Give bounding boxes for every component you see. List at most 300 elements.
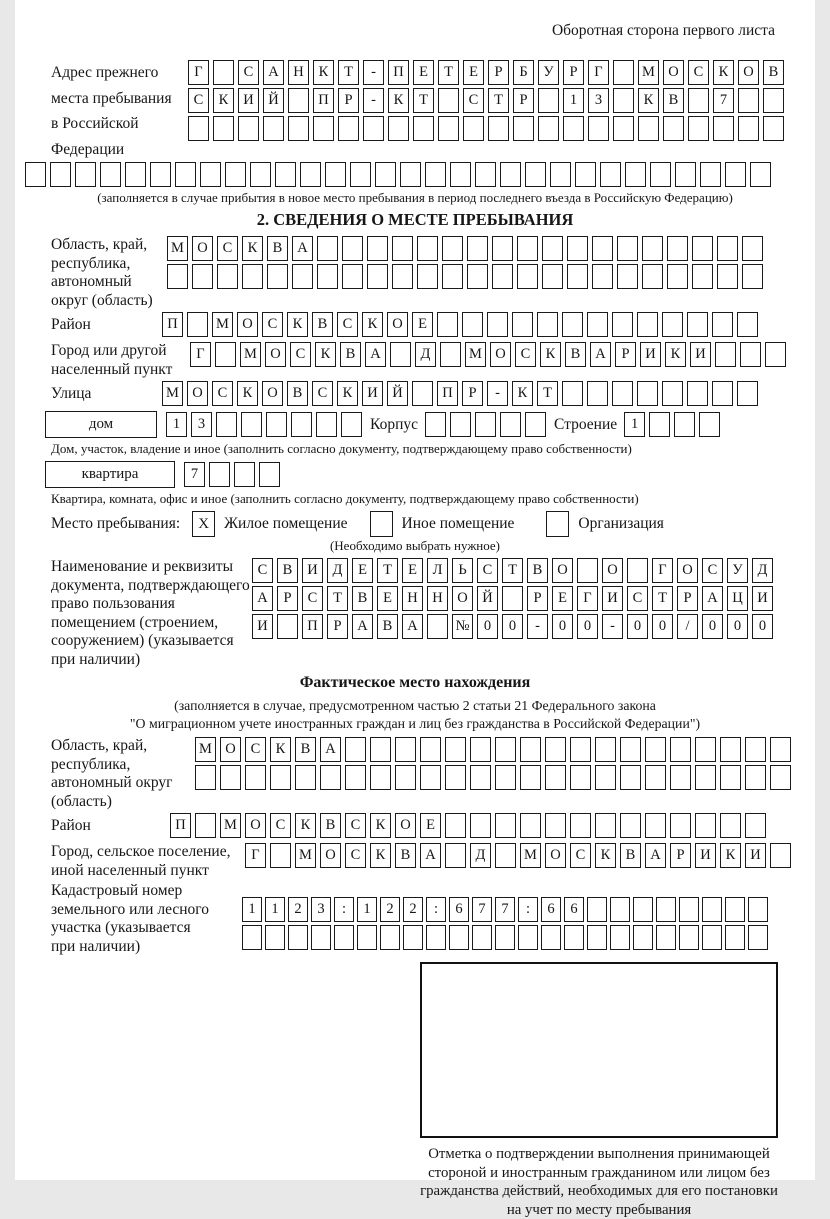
char-cell[interactable]: Т	[377, 558, 398, 583]
char-cell[interactable]	[316, 412, 337, 437]
char-cell[interactable]: А	[320, 737, 341, 762]
char-cell[interactable]: Т	[413, 88, 434, 113]
char-cell[interactable]	[770, 737, 791, 762]
char-cell[interactable]	[426, 925, 446, 950]
char-cell[interactable]	[633, 925, 653, 950]
char-cell[interactable]: К	[638, 88, 659, 113]
char-cell[interactable]: 7	[472, 897, 492, 922]
char-cell[interactable]	[334, 925, 354, 950]
char-cell[interactable]	[545, 765, 566, 790]
char-cell[interactable]	[125, 162, 146, 187]
char-cell[interactable]: С	[337, 312, 358, 337]
char-cell[interactable]	[266, 412, 287, 437]
char-cell[interactable]: С	[312, 381, 333, 406]
char-cell[interactable]	[720, 765, 741, 790]
char-cell[interactable]: В	[565, 342, 586, 367]
char-cell[interactable]	[213, 116, 234, 141]
char-cell[interactable]: О	[265, 342, 286, 367]
char-cell[interactable]	[520, 765, 541, 790]
char-cell[interactable]	[277, 614, 298, 639]
char-cell[interactable]: Е	[352, 558, 373, 583]
char-cell[interactable]	[670, 765, 691, 790]
char-cell[interactable]: 6	[541, 897, 561, 922]
char-cell[interactable]	[215, 342, 236, 367]
char-cell[interactable]	[425, 162, 446, 187]
char-cell[interactable]	[702, 925, 722, 950]
char-cell[interactable]: 0	[652, 614, 673, 639]
char-cell[interactable]	[467, 264, 488, 289]
char-cell[interactable]	[517, 236, 538, 261]
char-cell[interactable]	[492, 264, 513, 289]
char-cell[interactable]: О	[602, 558, 623, 583]
char-cell[interactable]: П	[437, 381, 458, 406]
char-cell[interactable]	[462, 312, 483, 337]
char-cell[interactable]: С	[570, 843, 591, 868]
char-cell[interactable]	[700, 162, 721, 187]
char-cell[interactable]: А	[420, 843, 441, 868]
char-cell[interactable]	[748, 925, 768, 950]
char-cell[interactable]	[656, 897, 676, 922]
char-cell[interactable]: Е	[420, 813, 441, 838]
char-cell[interactable]	[612, 381, 633, 406]
char-cell[interactable]: С	[290, 342, 311, 367]
char-cell[interactable]: К	[665, 342, 686, 367]
char-cell[interactable]	[725, 925, 745, 950]
char-cell[interactable]	[350, 162, 371, 187]
char-cell[interactable]	[577, 558, 598, 583]
char-cell[interactable]: О	[245, 813, 266, 838]
char-cell[interactable]: Й	[263, 88, 284, 113]
char-cell[interactable]	[300, 162, 321, 187]
char-cell[interactable]	[520, 737, 541, 762]
char-cell[interactable]	[395, 737, 416, 762]
char-cell[interactable]	[470, 813, 491, 838]
char-cell[interactable]	[679, 925, 699, 950]
char-cell[interactable]	[692, 264, 713, 289]
char-cell[interactable]: -	[363, 60, 384, 85]
char-cell[interactable]	[765, 342, 786, 367]
char-cell[interactable]	[617, 236, 638, 261]
char-cell[interactable]	[425, 412, 446, 437]
char-cell[interactable]	[645, 737, 666, 762]
char-cell[interactable]	[613, 88, 634, 113]
char-cell[interactable]	[720, 737, 741, 762]
char-cell[interactable]: Д	[470, 843, 491, 868]
char-cell[interactable]	[440, 342, 461, 367]
char-cell[interactable]	[617, 264, 638, 289]
char-cell[interactable]: С	[627, 586, 648, 611]
char-cell[interactable]	[770, 765, 791, 790]
char-cell[interactable]	[645, 765, 666, 790]
char-cell[interactable]	[495, 843, 516, 868]
char-cell[interactable]	[220, 765, 241, 790]
char-cell[interactable]	[720, 813, 741, 838]
char-cell[interactable]	[663, 116, 684, 141]
char-cell[interactable]: -	[363, 88, 384, 113]
char-cell[interactable]	[392, 264, 413, 289]
char-cell[interactable]	[613, 60, 634, 85]
char-cell[interactable]	[392, 236, 413, 261]
char-cell[interactable]: Н	[402, 586, 423, 611]
char-cell[interactable]: Г	[190, 342, 211, 367]
char-cell[interactable]	[695, 813, 716, 838]
char-cell[interactable]	[570, 737, 591, 762]
char-cell[interactable]: А	[352, 614, 373, 639]
char-cell[interactable]	[380, 925, 400, 950]
char-cell[interactable]	[341, 412, 362, 437]
char-cell[interactable]	[587, 897, 607, 922]
char-cell[interactable]: К	[720, 843, 741, 868]
char-cell[interactable]: С	[463, 88, 484, 113]
char-cell[interactable]: К	[295, 813, 316, 838]
char-cell[interactable]	[745, 765, 766, 790]
char-cell[interactable]: 3	[191, 412, 212, 437]
char-cell[interactable]	[75, 162, 96, 187]
char-cell[interactable]: Р	[462, 381, 483, 406]
char-cell[interactable]	[512, 312, 533, 337]
char-cell[interactable]	[367, 264, 388, 289]
char-cell[interactable]: С	[515, 342, 536, 367]
char-cell[interactable]	[225, 162, 246, 187]
char-cell[interactable]	[518, 925, 538, 950]
char-cell[interactable]	[311, 925, 331, 950]
char-cell[interactable]	[370, 765, 391, 790]
char-cell[interactable]: И	[690, 342, 711, 367]
char-cell[interactable]: К	[370, 813, 391, 838]
char-cell[interactable]: 0	[702, 614, 723, 639]
char-cell[interactable]	[645, 813, 666, 838]
char-cell[interactable]	[292, 264, 313, 289]
char-cell[interactable]: И	[752, 586, 773, 611]
char-cell[interactable]: О	[187, 381, 208, 406]
char-cell[interactable]	[715, 342, 736, 367]
char-cell[interactable]	[195, 813, 216, 838]
char-cell[interactable]	[291, 412, 312, 437]
char-cell[interactable]: И	[695, 843, 716, 868]
char-cell[interactable]	[250, 162, 271, 187]
char-cell[interactable]	[538, 88, 559, 113]
char-cell[interactable]: №	[452, 614, 473, 639]
char-cell[interactable]	[567, 264, 588, 289]
char-cell[interactable]: И	[640, 342, 661, 367]
char-cell[interactable]: -	[487, 381, 508, 406]
char-cell[interactable]: К	[713, 60, 734, 85]
char-cell[interactable]	[695, 737, 716, 762]
char-cell[interactable]: Р	[277, 586, 298, 611]
char-cell[interactable]	[688, 88, 709, 113]
char-cell[interactable]	[420, 765, 441, 790]
char-cell[interactable]	[737, 312, 758, 337]
char-cell[interactable]	[642, 236, 663, 261]
char-cell[interactable]: С	[212, 381, 233, 406]
char-cell[interactable]	[717, 236, 738, 261]
char-cell[interactable]	[242, 925, 262, 950]
char-cell[interactable]	[403, 925, 423, 950]
char-cell[interactable]	[438, 116, 459, 141]
char-cell[interactable]	[570, 765, 591, 790]
char-cell[interactable]	[620, 737, 641, 762]
char-cell[interactable]: В	[295, 737, 316, 762]
char-cell[interactable]: Л	[427, 558, 448, 583]
char-cell[interactable]	[342, 264, 363, 289]
char-cell[interactable]	[667, 264, 688, 289]
char-cell[interactable]	[713, 116, 734, 141]
char-cell[interactable]	[642, 264, 663, 289]
char-cell[interactable]: Ц	[727, 586, 748, 611]
char-cell[interactable]: -	[602, 614, 623, 639]
char-cell[interactable]	[538, 116, 559, 141]
char-cell[interactable]: И	[745, 843, 766, 868]
char-cell[interactable]: К	[362, 312, 383, 337]
char-cell[interactable]	[637, 381, 658, 406]
char-cell[interactable]	[200, 162, 221, 187]
char-cell[interactable]: 2	[403, 897, 423, 922]
char-cell[interactable]: /	[677, 614, 698, 639]
char-cell[interactable]	[445, 813, 466, 838]
char-cell[interactable]: 6	[564, 897, 584, 922]
char-cell[interactable]: Т	[327, 586, 348, 611]
char-cell[interactable]: М	[638, 60, 659, 85]
char-cell[interactable]	[263, 116, 284, 141]
char-cell[interactable]: К	[242, 236, 263, 261]
char-cell[interactable]: И	[252, 614, 273, 639]
char-cell[interactable]: О	[192, 236, 213, 261]
char-cell[interactable]	[25, 162, 46, 187]
char-cell[interactable]: С	[688, 60, 709, 85]
char-cell[interactable]	[288, 925, 308, 950]
char-cell[interactable]: И	[362, 381, 383, 406]
char-cell[interactable]: О	[387, 312, 408, 337]
char-cell[interactable]	[502, 586, 523, 611]
char-cell[interactable]: Е	[413, 60, 434, 85]
char-cell[interactable]	[325, 162, 346, 187]
char-cell[interactable]	[187, 312, 208, 337]
char-cell[interactable]: П	[313, 88, 334, 113]
char-cell[interactable]: Р	[488, 60, 509, 85]
char-cell[interactable]	[437, 312, 458, 337]
char-cell[interactable]: К	[315, 342, 336, 367]
char-cell[interactable]	[745, 813, 766, 838]
char-cell[interactable]: Т	[488, 88, 509, 113]
char-cell[interactable]	[695, 765, 716, 790]
char-cell[interactable]	[738, 116, 759, 141]
char-cell[interactable]	[537, 312, 558, 337]
char-cell[interactable]	[495, 765, 516, 790]
char-cell[interactable]: Г	[652, 558, 673, 583]
char-cell[interactable]	[288, 88, 309, 113]
char-cell[interactable]	[242, 264, 263, 289]
char-cell[interactable]	[175, 162, 196, 187]
char-cell[interactable]: О	[552, 558, 573, 583]
char-cell[interactable]: -	[527, 614, 548, 639]
char-cell[interactable]	[610, 925, 630, 950]
char-cell[interactable]	[592, 264, 613, 289]
char-cell[interactable]: 2	[380, 897, 400, 922]
char-cell[interactable]: В	[320, 813, 341, 838]
char-cell[interactable]	[750, 162, 771, 187]
char-cell[interactable]	[488, 116, 509, 141]
char-cell[interactable]	[217, 264, 238, 289]
char-cell[interactable]	[317, 236, 338, 261]
char-cell[interactable]	[487, 312, 508, 337]
checkbox-organization[interactable]	[546, 511, 569, 537]
char-cell[interactable]: В	[527, 558, 548, 583]
char-cell[interactable]	[342, 236, 363, 261]
char-cell[interactable]: К	[540, 342, 561, 367]
char-cell[interactable]: К	[370, 843, 391, 868]
char-cell[interactable]: У	[538, 60, 559, 85]
char-cell[interactable]: В	[287, 381, 308, 406]
char-cell[interactable]: С	[252, 558, 273, 583]
char-cell[interactable]	[238, 116, 259, 141]
char-cell[interactable]	[413, 116, 434, 141]
char-cell[interactable]: М	[465, 342, 486, 367]
char-cell[interactable]	[167, 264, 188, 289]
char-cell[interactable]	[613, 116, 634, 141]
char-cell[interactable]	[562, 381, 583, 406]
char-cell[interactable]: 0	[577, 614, 598, 639]
char-cell[interactable]	[674, 412, 695, 437]
char-cell[interactable]	[745, 737, 766, 762]
char-cell[interactable]	[150, 162, 171, 187]
char-cell[interactable]	[627, 558, 648, 583]
char-cell[interactable]	[595, 737, 616, 762]
char-cell[interactable]	[495, 925, 515, 950]
char-cell[interactable]: Е	[412, 312, 433, 337]
char-cell[interactable]	[259, 462, 280, 487]
char-cell[interactable]	[216, 412, 237, 437]
char-cell[interactable]	[338, 116, 359, 141]
char-cell[interactable]: О	[452, 586, 473, 611]
char-cell[interactable]: О	[738, 60, 759, 85]
char-cell[interactable]: 7	[184, 462, 205, 487]
char-cell[interactable]	[367, 236, 388, 261]
char-cell[interactable]	[470, 737, 491, 762]
char-cell[interactable]	[770, 843, 791, 868]
char-cell[interactable]	[245, 765, 266, 790]
char-cell[interactable]	[637, 312, 658, 337]
char-cell[interactable]: А	[263, 60, 284, 85]
char-cell[interactable]	[492, 236, 513, 261]
char-cell[interactable]: Д	[327, 558, 348, 583]
char-cell[interactable]	[517, 264, 538, 289]
char-cell[interactable]	[712, 381, 733, 406]
char-cell[interactable]	[370, 737, 391, 762]
char-cell[interactable]	[595, 813, 616, 838]
char-cell[interactable]: Р	[563, 60, 584, 85]
char-cell[interactable]: Т	[438, 60, 459, 85]
char-cell[interactable]: М	[167, 236, 188, 261]
char-cell[interactable]	[587, 925, 607, 950]
char-cell[interactable]	[675, 162, 696, 187]
char-cell[interactable]	[588, 116, 609, 141]
char-cell[interactable]	[587, 312, 608, 337]
char-cell[interactable]: А	[590, 342, 611, 367]
char-cell[interactable]	[737, 381, 758, 406]
char-cell[interactable]: П	[388, 60, 409, 85]
char-cell[interactable]	[688, 116, 709, 141]
char-cell[interactable]	[412, 381, 433, 406]
char-cell[interactable]	[567, 236, 588, 261]
char-cell[interactable]	[450, 162, 471, 187]
char-cell[interactable]: 1	[563, 88, 584, 113]
char-cell[interactable]: Т	[502, 558, 523, 583]
char-cell[interactable]: О	[663, 60, 684, 85]
char-cell[interactable]	[420, 737, 441, 762]
char-cell[interactable]: Е	[463, 60, 484, 85]
char-cell[interactable]: А	[645, 843, 666, 868]
char-cell[interactable]: 0	[627, 614, 648, 639]
char-cell[interactable]	[388, 116, 409, 141]
char-cell[interactable]	[702, 897, 722, 922]
char-cell[interactable]	[357, 925, 377, 950]
char-cell[interactable]: :	[426, 897, 446, 922]
char-cell[interactable]: Е	[402, 558, 423, 583]
char-cell[interactable]	[625, 162, 646, 187]
char-cell[interactable]: Г	[588, 60, 609, 85]
char-cell[interactable]	[662, 381, 683, 406]
char-cell[interactable]	[267, 264, 288, 289]
char-cell[interactable]	[670, 813, 691, 838]
char-cell[interactable]	[592, 236, 613, 261]
char-cell[interactable]: Р	[615, 342, 636, 367]
char-cell[interactable]: К	[213, 88, 234, 113]
char-cell[interactable]	[620, 813, 641, 838]
char-cell[interactable]	[449, 925, 469, 950]
char-cell[interactable]: 0	[752, 614, 773, 639]
char-cell[interactable]	[50, 162, 71, 187]
char-cell[interactable]: В	[377, 614, 398, 639]
char-cell[interactable]: 7	[713, 88, 734, 113]
char-cell[interactable]	[188, 116, 209, 141]
char-cell[interactable]: 0	[502, 614, 523, 639]
char-cell[interactable]: С	[302, 586, 323, 611]
char-cell[interactable]: 6	[449, 897, 469, 922]
char-cell[interactable]: 1	[265, 897, 285, 922]
char-cell[interactable]: Т	[652, 586, 673, 611]
char-cell[interactable]	[495, 813, 516, 838]
char-cell[interactable]: :	[518, 897, 538, 922]
char-cell[interactable]	[563, 116, 584, 141]
char-cell[interactable]: В	[620, 843, 641, 868]
char-cell[interactable]	[345, 737, 366, 762]
char-cell[interactable]	[209, 462, 230, 487]
char-cell[interactable]: :	[334, 897, 354, 922]
char-cell[interactable]: Й	[477, 586, 498, 611]
apartment-type-box[interactable]: квартира	[45, 461, 175, 488]
char-cell[interactable]	[763, 116, 784, 141]
char-cell[interactable]: О	[545, 843, 566, 868]
char-cell[interactable]	[717, 264, 738, 289]
char-cell[interactable]	[740, 342, 761, 367]
char-cell[interactable]	[345, 765, 366, 790]
char-cell[interactable]: Н	[427, 586, 448, 611]
char-cell[interactable]: 7	[495, 897, 515, 922]
char-cell[interactable]	[275, 162, 296, 187]
char-cell[interactable]: 1	[624, 412, 645, 437]
char-cell[interactable]	[687, 312, 708, 337]
char-cell[interactable]	[595, 765, 616, 790]
char-cell[interactable]	[542, 264, 563, 289]
char-cell[interactable]: Р	[513, 88, 534, 113]
char-cell[interactable]	[475, 412, 496, 437]
char-cell[interactable]: П	[162, 312, 183, 337]
char-cell[interactable]	[400, 162, 421, 187]
char-cell[interactable]	[427, 614, 448, 639]
char-cell[interactable]: Р	[327, 614, 348, 639]
char-cell[interactable]: В	[277, 558, 298, 583]
char-cell[interactable]: В	[395, 843, 416, 868]
